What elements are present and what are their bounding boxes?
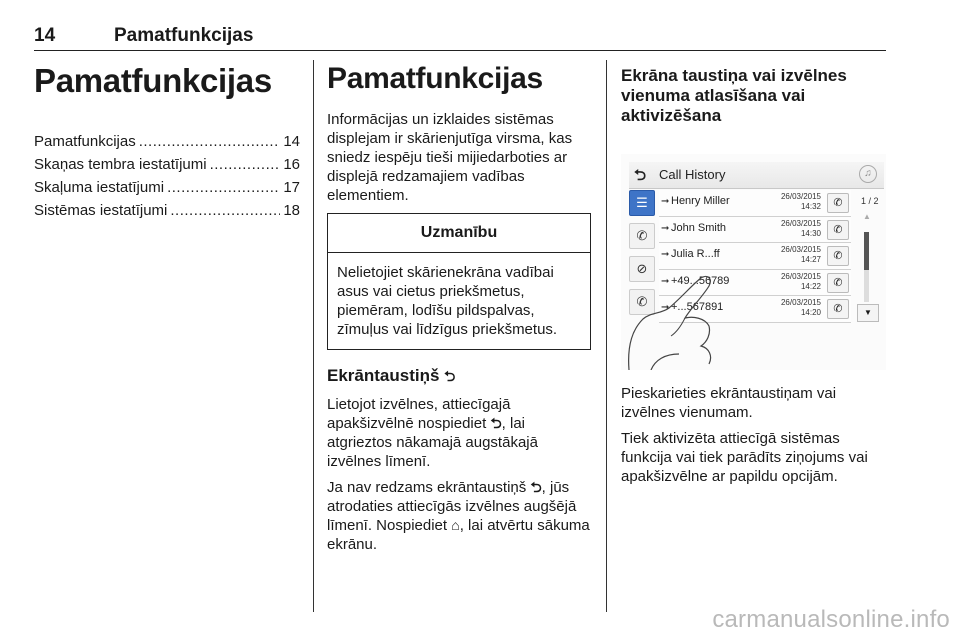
back-arrow-icon[interactable]: ⮌ bbox=[634, 167, 647, 184]
toc-page: 18 bbox=[283, 202, 300, 219]
caller-name: Julia R...ff bbox=[671, 248, 720, 260]
incoming-call-icon[interactable]: ✆ bbox=[629, 223, 655, 249]
notice-box bbox=[327, 213, 591, 350]
toc-label: Skaņas tembra iestatījumi bbox=[34, 156, 207, 173]
caller-name: +49...56789 bbox=[671, 274, 730, 287]
phone-icon[interactable]: ✆ bbox=[827, 299, 849, 319]
call-history-screenshot bbox=[621, 154, 886, 370]
call-datetime: 26/03/2015 14:30 bbox=[780, 218, 821, 238]
column-divider-1 bbox=[313, 60, 314, 612]
caller-name: Henry Miller bbox=[671, 195, 730, 207]
toc-entry[interactable] bbox=[34, 153, 300, 176]
back-arrow-icon: ⮌ bbox=[490, 415, 502, 431]
scroll-thumb[interactable] bbox=[864, 232, 869, 270]
toc-page: 17 bbox=[283, 179, 300, 196]
selection-heading: Ekrāna taustiņa vai izvēlnes vienuma atlasīšana vai aktivizēšana bbox=[621, 66, 847, 125]
column-toc bbox=[34, 62, 300, 222]
phone-icon[interactable]: ✆ bbox=[827, 220, 849, 240]
header-title: Pamatfunkcijas bbox=[114, 25, 254, 46]
call-direction-icon: ➞ bbox=[661, 249, 670, 260]
back-button-heading: Ekrāntaustiņš ⮌ bbox=[327, 366, 456, 385]
call-direction-icon: ➞ bbox=[661, 196, 670, 207]
caller-name: +...567891 bbox=[671, 301, 724, 313]
screen-title: Call History bbox=[659, 167, 726, 182]
section-title: Pamatfunkcijas bbox=[327, 62, 543, 95]
pointing-hand-icon bbox=[621, 274, 771, 370]
toc-label: Sistēmas iestatījumi bbox=[34, 202, 168, 219]
back-arrow-icon: ⮌ bbox=[444, 368, 456, 384]
call-direction-icon: ➞ bbox=[661, 222, 670, 234]
column-basics bbox=[327, 62, 591, 561]
back-arrow-icon: ⮌ bbox=[530, 479, 542, 495]
back-paragraph-1: Lietojot izvēlnes, attiecīgajā apakšizvēlnē nospiediet ⮌, lai atgrieztos nākamajā augstākajā izvēlnes līmenī. bbox=[327, 396, 538, 470]
toc-entry[interactable] bbox=[34, 199, 300, 222]
toc-page: 14 bbox=[283, 133, 300, 150]
column-divider-2 bbox=[606, 60, 607, 612]
toc-label: Skaļuma iestatījumi bbox=[34, 179, 165, 196]
back-paragraph-2: Ja nav redzams ekrāntaustiņš ⮌, jūs atrodaties attiecīgās izvēlnes augšējā līmenī. Nospiediet ⌂, lai atvērtu sākuma ekrānu. bbox=[327, 479, 590, 553]
toc-page: 16 bbox=[283, 156, 300, 173]
call-datetime: 26/03/2015 14:20 bbox=[780, 298, 821, 317]
call-history-row[interactable] bbox=[659, 217, 851, 244]
toc-dots bbox=[170, 199, 280, 222]
toc-label: Pamatfunkcijas bbox=[34, 133, 136, 150]
call-history-row[interactable] bbox=[659, 190, 851, 217]
selection-paragraph-1: Pieskarieties ekrāntaustiņam vai izvēlnes vienumam. bbox=[621, 385, 837, 421]
watermark: carmanualsonline.info bbox=[712, 606, 950, 633]
scroll-down-icon[interactable]: ▼ bbox=[857, 304, 879, 322]
caller-name: John Smith bbox=[671, 221, 727, 234]
page-indicator: 1 / 2 bbox=[861, 196, 879, 206]
intro-paragraph: Informācijas un izklaides sistēmas displejam ir skārienjutīga virsma, kas sniedz iespēju tieši mijiedarboties ar displejā redzamajiem vadības elementiem. bbox=[327, 111, 573, 204]
call-direction-icon: ➞ bbox=[661, 302, 670, 313]
music-icon[interactable]: ♫ bbox=[859, 165, 877, 183]
missed-call-icon[interactable]: ⊘ bbox=[629, 256, 655, 282]
toc-entry[interactable] bbox=[34, 176, 300, 199]
outgoing-call-icon[interactable]: ✆ bbox=[629, 289, 655, 315]
page-number: 14 bbox=[34, 25, 56, 46]
chapter-title: Pamatfunkcijas bbox=[34, 62, 272, 99]
phone-icon[interactable]: ✆ bbox=[827, 246, 849, 266]
toc-dots bbox=[210, 153, 281, 176]
call-direction-icon: ➞ bbox=[661, 275, 670, 287]
call-list-icon[interactable]: ☰ bbox=[629, 190, 655, 216]
phone-icon[interactable]: ✆ bbox=[827, 273, 849, 293]
screen-title-bar bbox=[629, 162, 884, 189]
call-history-row[interactable] bbox=[659, 243, 851, 270]
table-of-contents bbox=[34, 130, 300, 222]
notice-body: Nelietojiet skārienekrāna vadībai asus vai cietus priekšmetus, piemēram, lodīšu pildspalvas, zīmuļus vai līdzīgus priekšmetus. bbox=[337, 264, 558, 338]
phone-icon[interactable]: ✆ bbox=[827, 193, 849, 213]
call-datetime: 26/03/2015 14:32 bbox=[780, 192, 821, 211]
call-datetime: 26/03/2015 14:22 bbox=[780, 271, 821, 291]
scroll-up-icon[interactable]: ▲ bbox=[863, 212, 871, 221]
toc-entry[interactable] bbox=[34, 130, 300, 153]
selection-paragraph-2: Tiek aktivizēta attiecīgā sistēmas funkcija vai tiek parādīts ziņojums vai apakšizvēlne ar papildu opcijām. bbox=[621, 430, 868, 485]
scrollbar[interactable] bbox=[864, 232, 869, 302]
notice-title: Uzmanību bbox=[328, 214, 590, 253]
toc-dots bbox=[167, 176, 280, 199]
toc-dots bbox=[139, 130, 281, 153]
page-header bbox=[34, 20, 886, 51]
call-datetime: 26/03/2015 14:27 bbox=[780, 245, 821, 264]
home-icon: ⌂ bbox=[451, 517, 460, 533]
column-selection bbox=[621, 62, 889, 493]
